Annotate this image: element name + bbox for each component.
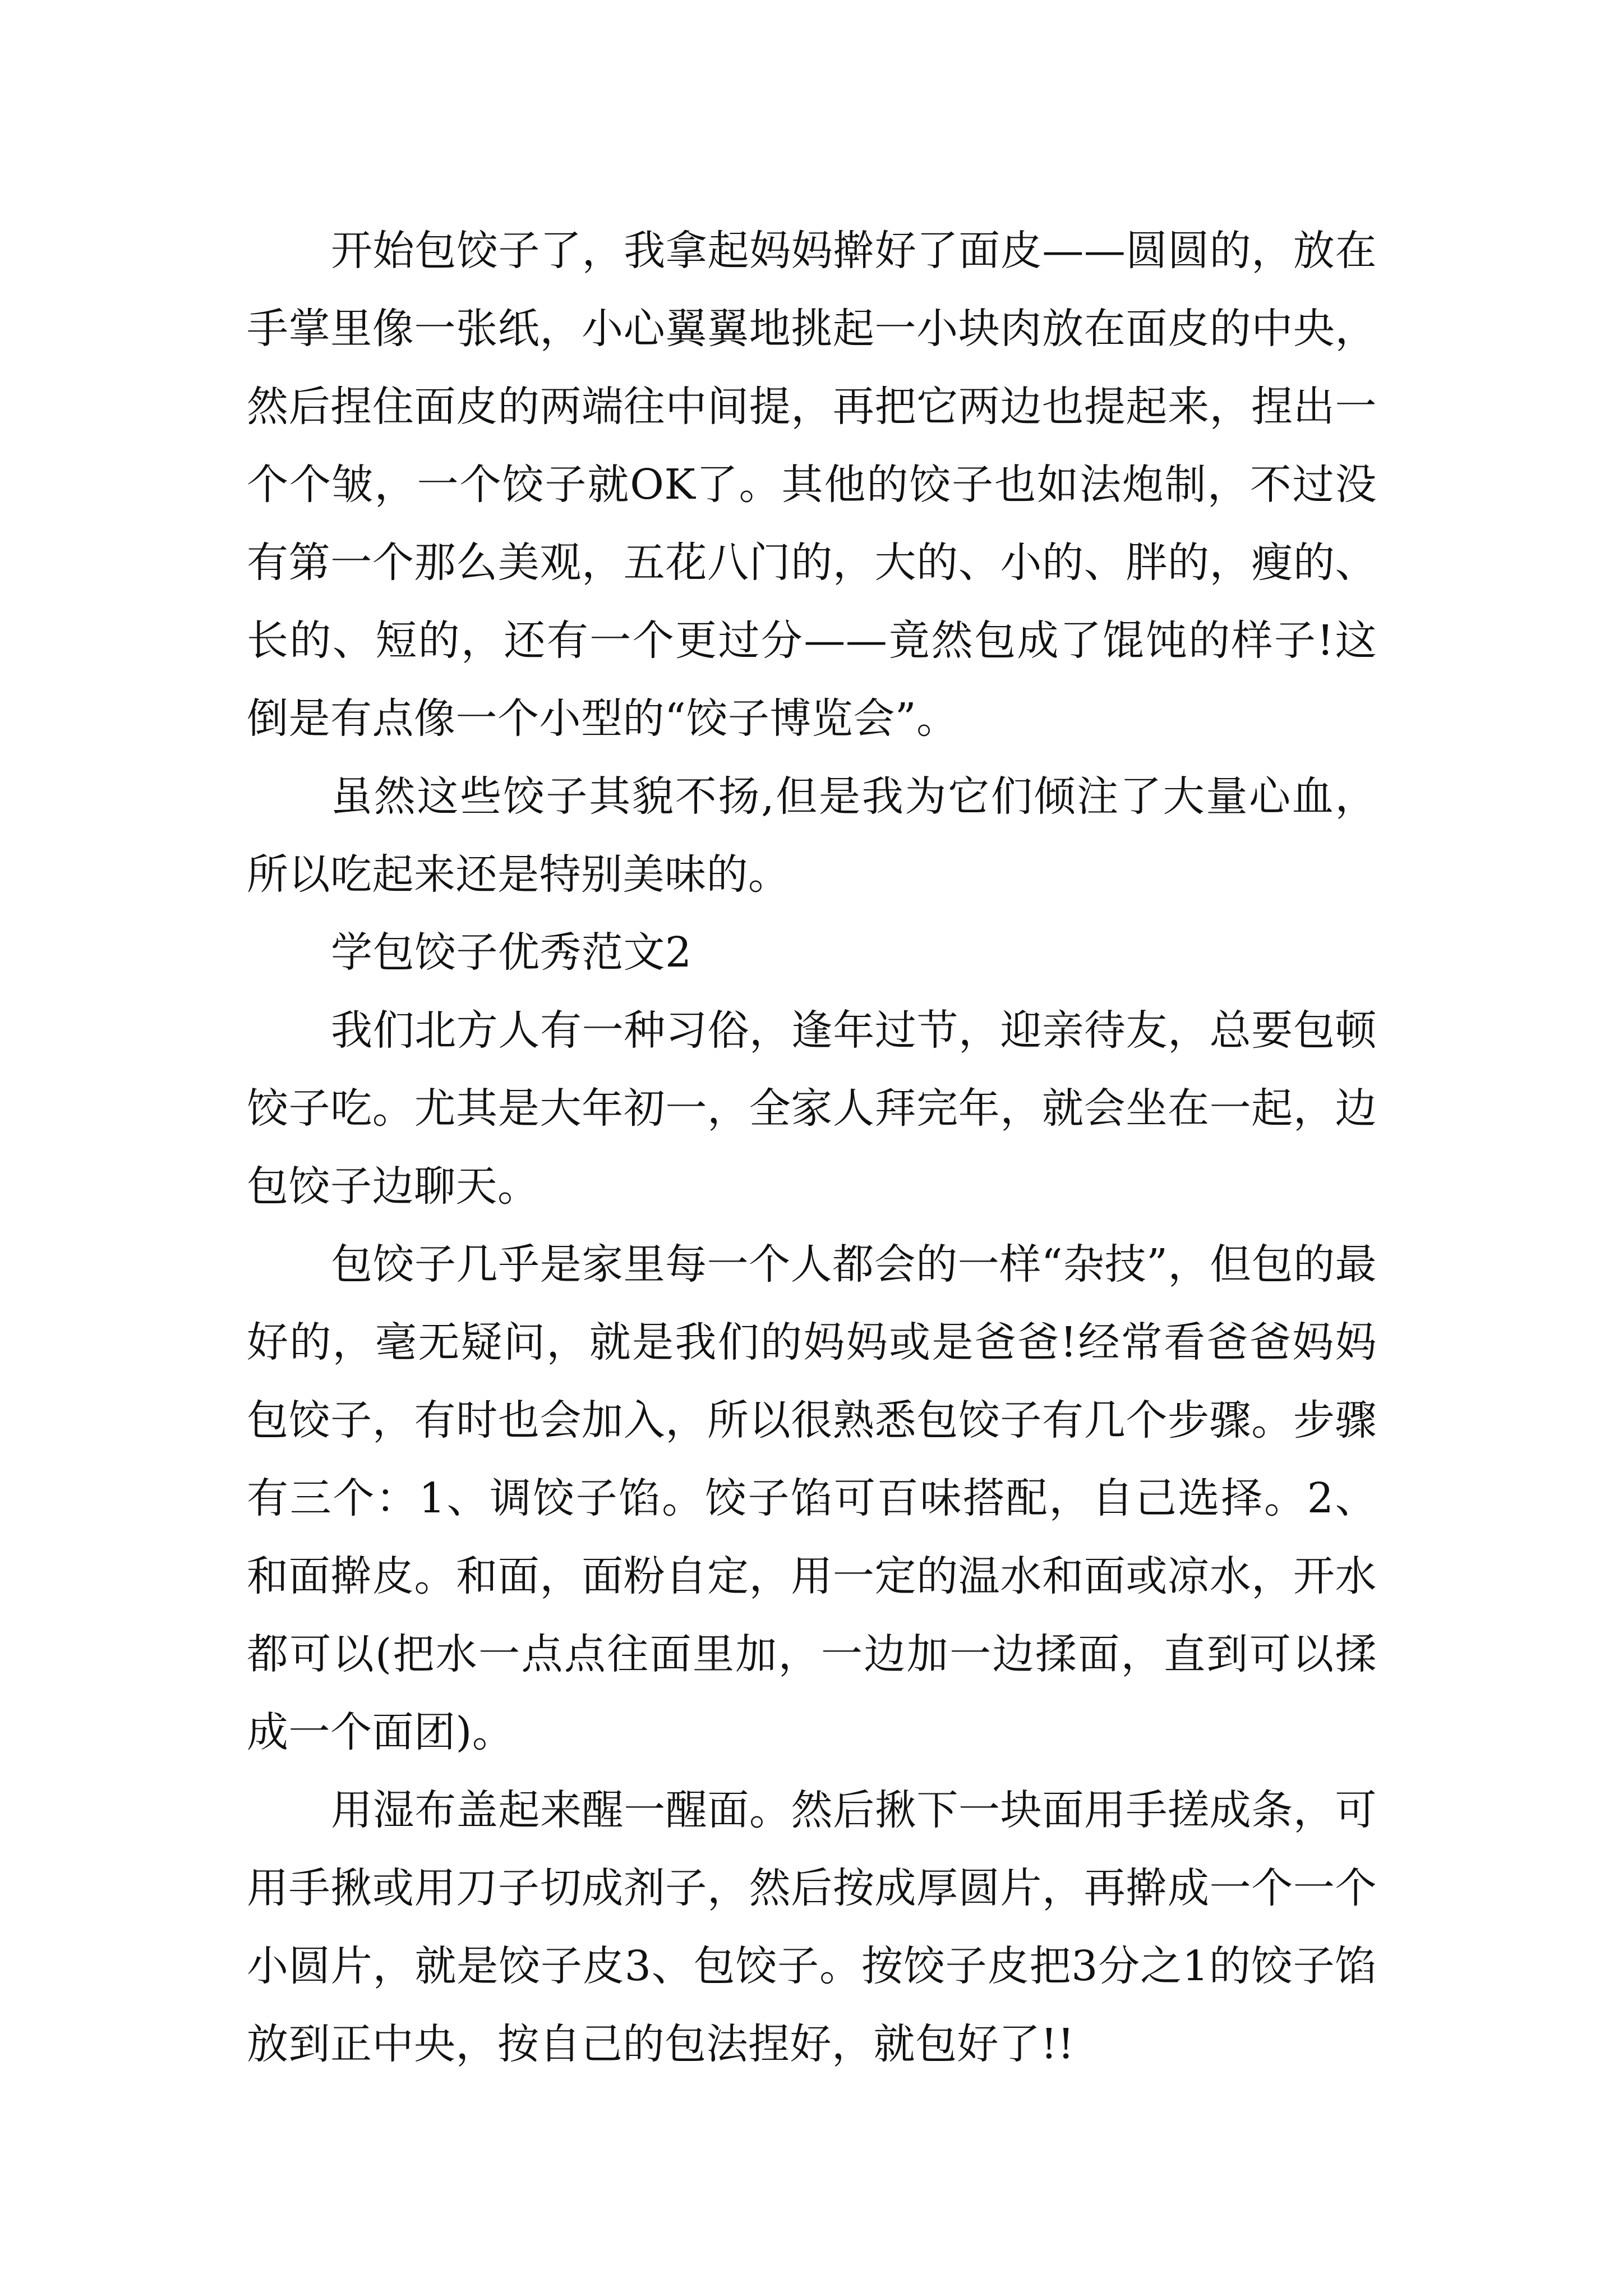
- paragraph-tasty-result: 虽然这些饺子其貌不扬,但是我为它们倾注了大量心血，所以吃起来还是特别美味的。: [247, 772, 1377, 899]
- paragraph-wrapping: 用湿布盖起来醒一醒面。然后揪下一块面用手搓成条，可用手揪或用刀子切成剂子，然后按成厚圆片，再擀成一个一个小圆片，就是饺子皮3、包饺子。按饺子皮把3分之1的饺子馅放到正中央，按自己的包法捏好，就包好了!!: [247, 1786, 1377, 2068]
- paragraph-northern-custom: 我们北方人有一种习俗，逢年过节，迎亲待友，总要包顿饺子吃。尤其是大年初一，全家人拜完年，就会坐在一起，边包饺子边聊天。: [247, 1006, 1377, 1211]
- document-body: [247, 212, 1377, 2083]
- section-heading: 学包饺子优秀范文2: [331, 928, 692, 977]
- paragraph-making-dumplings: 开始包饺子了，我拿起妈妈擀好了面皮——圆圆的，放在手掌里像一张纸，小心翼翼地挑起一小块肉放在面皮的中央，然后捏住面皮的两端往中间提，再把它两边也提起来，捏出一个个皱，一个饺子就OK了。其他的饺子也如法炮制，不过没有第一个那么美观，五花八门的，大的、小的、胖的，瘦的、长的、短的，还有一个更过分——竟然包成了馄饨的样子!这倒是有点像一个小型的“饺子博览会”。: [247, 227, 1377, 743]
- paragraph-steps: 包饺子几乎是家里每一个人都会的一样“杂技”，但包的最好的，毫无疑问，就是我们的妈妈或是爸爸!经常看爸爸妈妈包饺子，有时也会加入，所以很熟悉包饺子有几个步骤。步骤有三个：1、调饺子馅。饺子馅可百味搭配，自己选择。2、和面擀皮。和面，面粉自定，用一定的温水和面或凉水，开水都可以(把水一点点往面里加，一边加一边揉面，直到可以揉成一个面团)。: [247, 1240, 1377, 1756]
